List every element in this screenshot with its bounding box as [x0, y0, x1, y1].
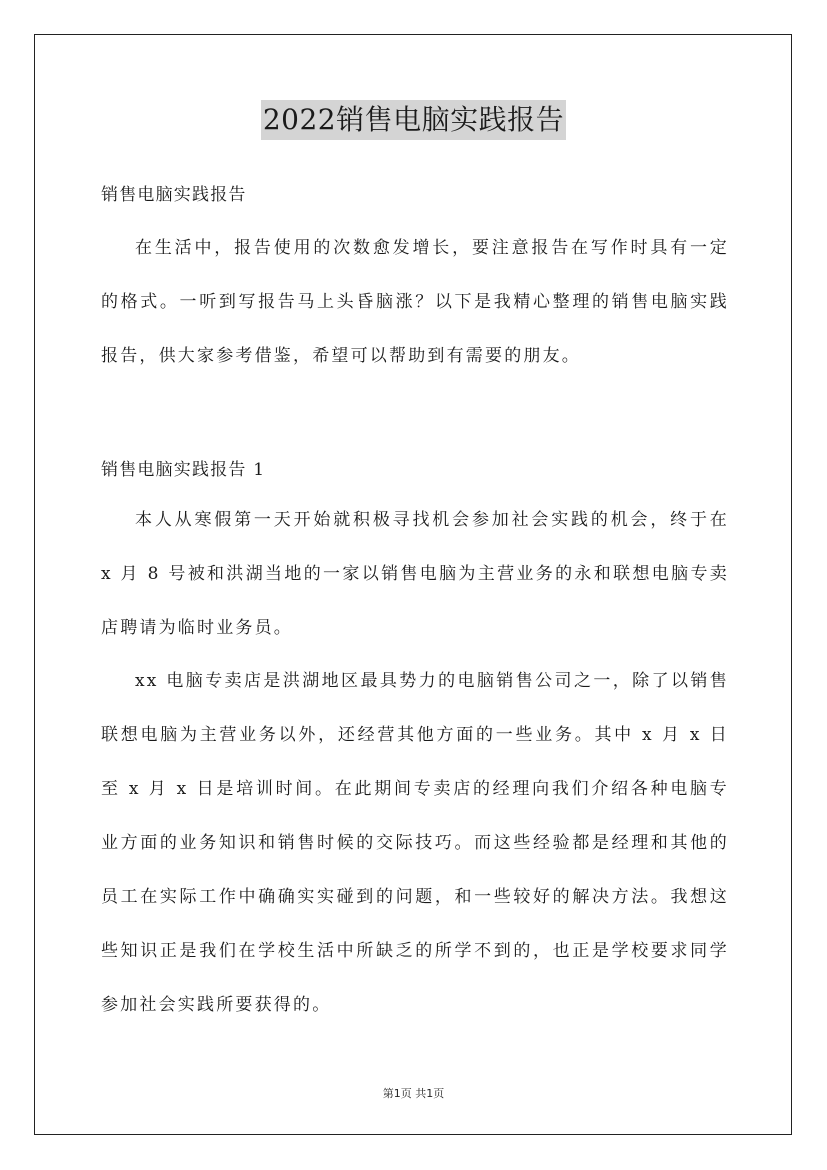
- body-paragraph-2: xx 电脑专卖店是洪湖地区最具势力的电脑销售公司之一，除了以销售联想电脑为主营业务以外，还经营其他方面的一些业务。其中 x 月 x 日至 x 月 x 日是培训时间。在此期间专卖店的经理向我们介绍各种电脑专业方面的业务知识和销售时候的交际技巧。而这些经验都是经理和其他的员工在实际工作中确确实实碰到的问题，和一些较好的解决方法。我想这些知识正是我们在学校生活中所缺乏的所学不到的，也正是学校要求同学参加社会实践所要获得的。: [101, 671, 729, 1015]
- document-title: 2022销售电脑实践报告: [261, 100, 566, 140]
- intro-paragraph: 在生活中，报告使用的次数愈发增长，要注意报告在写作时具有一定的格式。一听到写报告马上头昏脑涨？以下是我精心整理的销售电脑实践报告，供大家参考借鉴，希望可以帮助到有需要的朋友。: [101, 238, 729, 366]
- body-paragraph-1: 本人从寒假第一天开始就积极寻找机会参加社会实践的机会，终于在 x 月 8 号被和洪湖当地的一家以销售电脑为主营业务的永和联想电脑专卖店聘请为临时业务员。: [101, 510, 729, 638]
- section-heading: 销售电脑实践报告 1: [101, 460, 266, 480]
- title-container: [0, 100, 827, 140]
- intro-heading: 销售电脑实践报告: [101, 185, 247, 205]
- page-footer: 第1页 共1页: [382, 1087, 445, 1100]
